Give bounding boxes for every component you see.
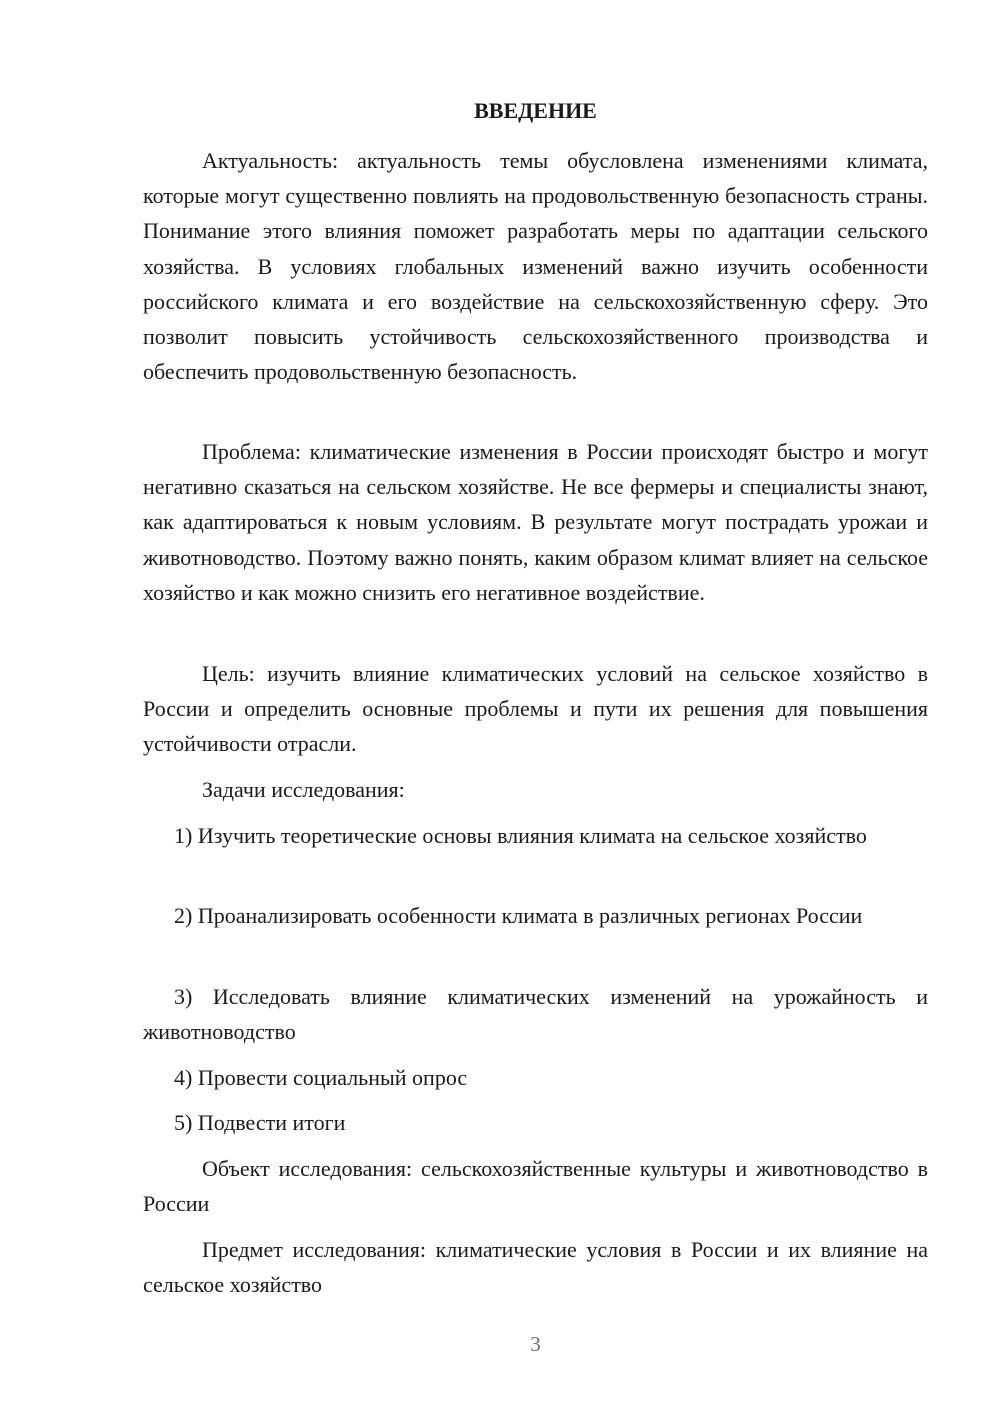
section-title: ВВЕДЕНИЕ bbox=[474, 98, 597, 123]
task-item-1: 1) Изучить теоретические основы влияния климата на сельское хозяйство bbox=[174, 823, 867, 848]
tasks-heading: Задачи исследования: bbox=[202, 777, 405, 802]
goal-paragraph: Цель: изучить влияние климатических условий на сельское хозяйство в России и определить основные проблемы и пути их решения для повышения устойчивости отрасли. bbox=[143, 661, 928, 757]
task-item-5: 5) Подвести итоги bbox=[174, 1110, 346, 1135]
research-object-paragraph: Объект исследования: сельскохозяйственные культуры и животноводство в России bbox=[143, 1156, 928, 1217]
page-number: 3 bbox=[530, 1332, 541, 1356]
research-subject-paragraph: Предмет исследования: климатические условия в России и их влияние на сельское хозяйство bbox=[143, 1237, 928, 1298]
task-item-2: 2) Проанализировать особенности климата в различных регионах России bbox=[174, 903, 863, 928]
task-item-4: 4) Провести социальный опрос bbox=[174, 1065, 468, 1090]
task-item-3: 3) Исследовать влияние климатических изменений на урожайность и животноводство bbox=[143, 984, 928, 1045]
problem-paragraph: Проблема: климатические изменения в России происходят быстро и могут негативно сказаться на сельском хозяйстве. Не все фермеры и специалисты знают, как адаптироваться к новым условиям. В результате могут пострадать урожаи и животноводство. Поэтому важно понять, каким образом климат влияет на сельское хозяйство и как можно снизить его негативное воздействие. bbox=[143, 439, 928, 605]
relevance-paragraph: Актуальность: актуальность темы обусловлена изменениями климата, которые могут существенно повлиять на продовольственную безопасность страны. Понимание этого влияния поможет разработать меры по адаптации сельского хозяйства. В условиях глобальных изменений важно изучить особенности российского климата и его воздействие на сельскохозяйственную сферу. Это позволит повысить устойчивость сельскохозяйственного производства и обеспечить продовольственную безопасность. bbox=[143, 148, 928, 385]
